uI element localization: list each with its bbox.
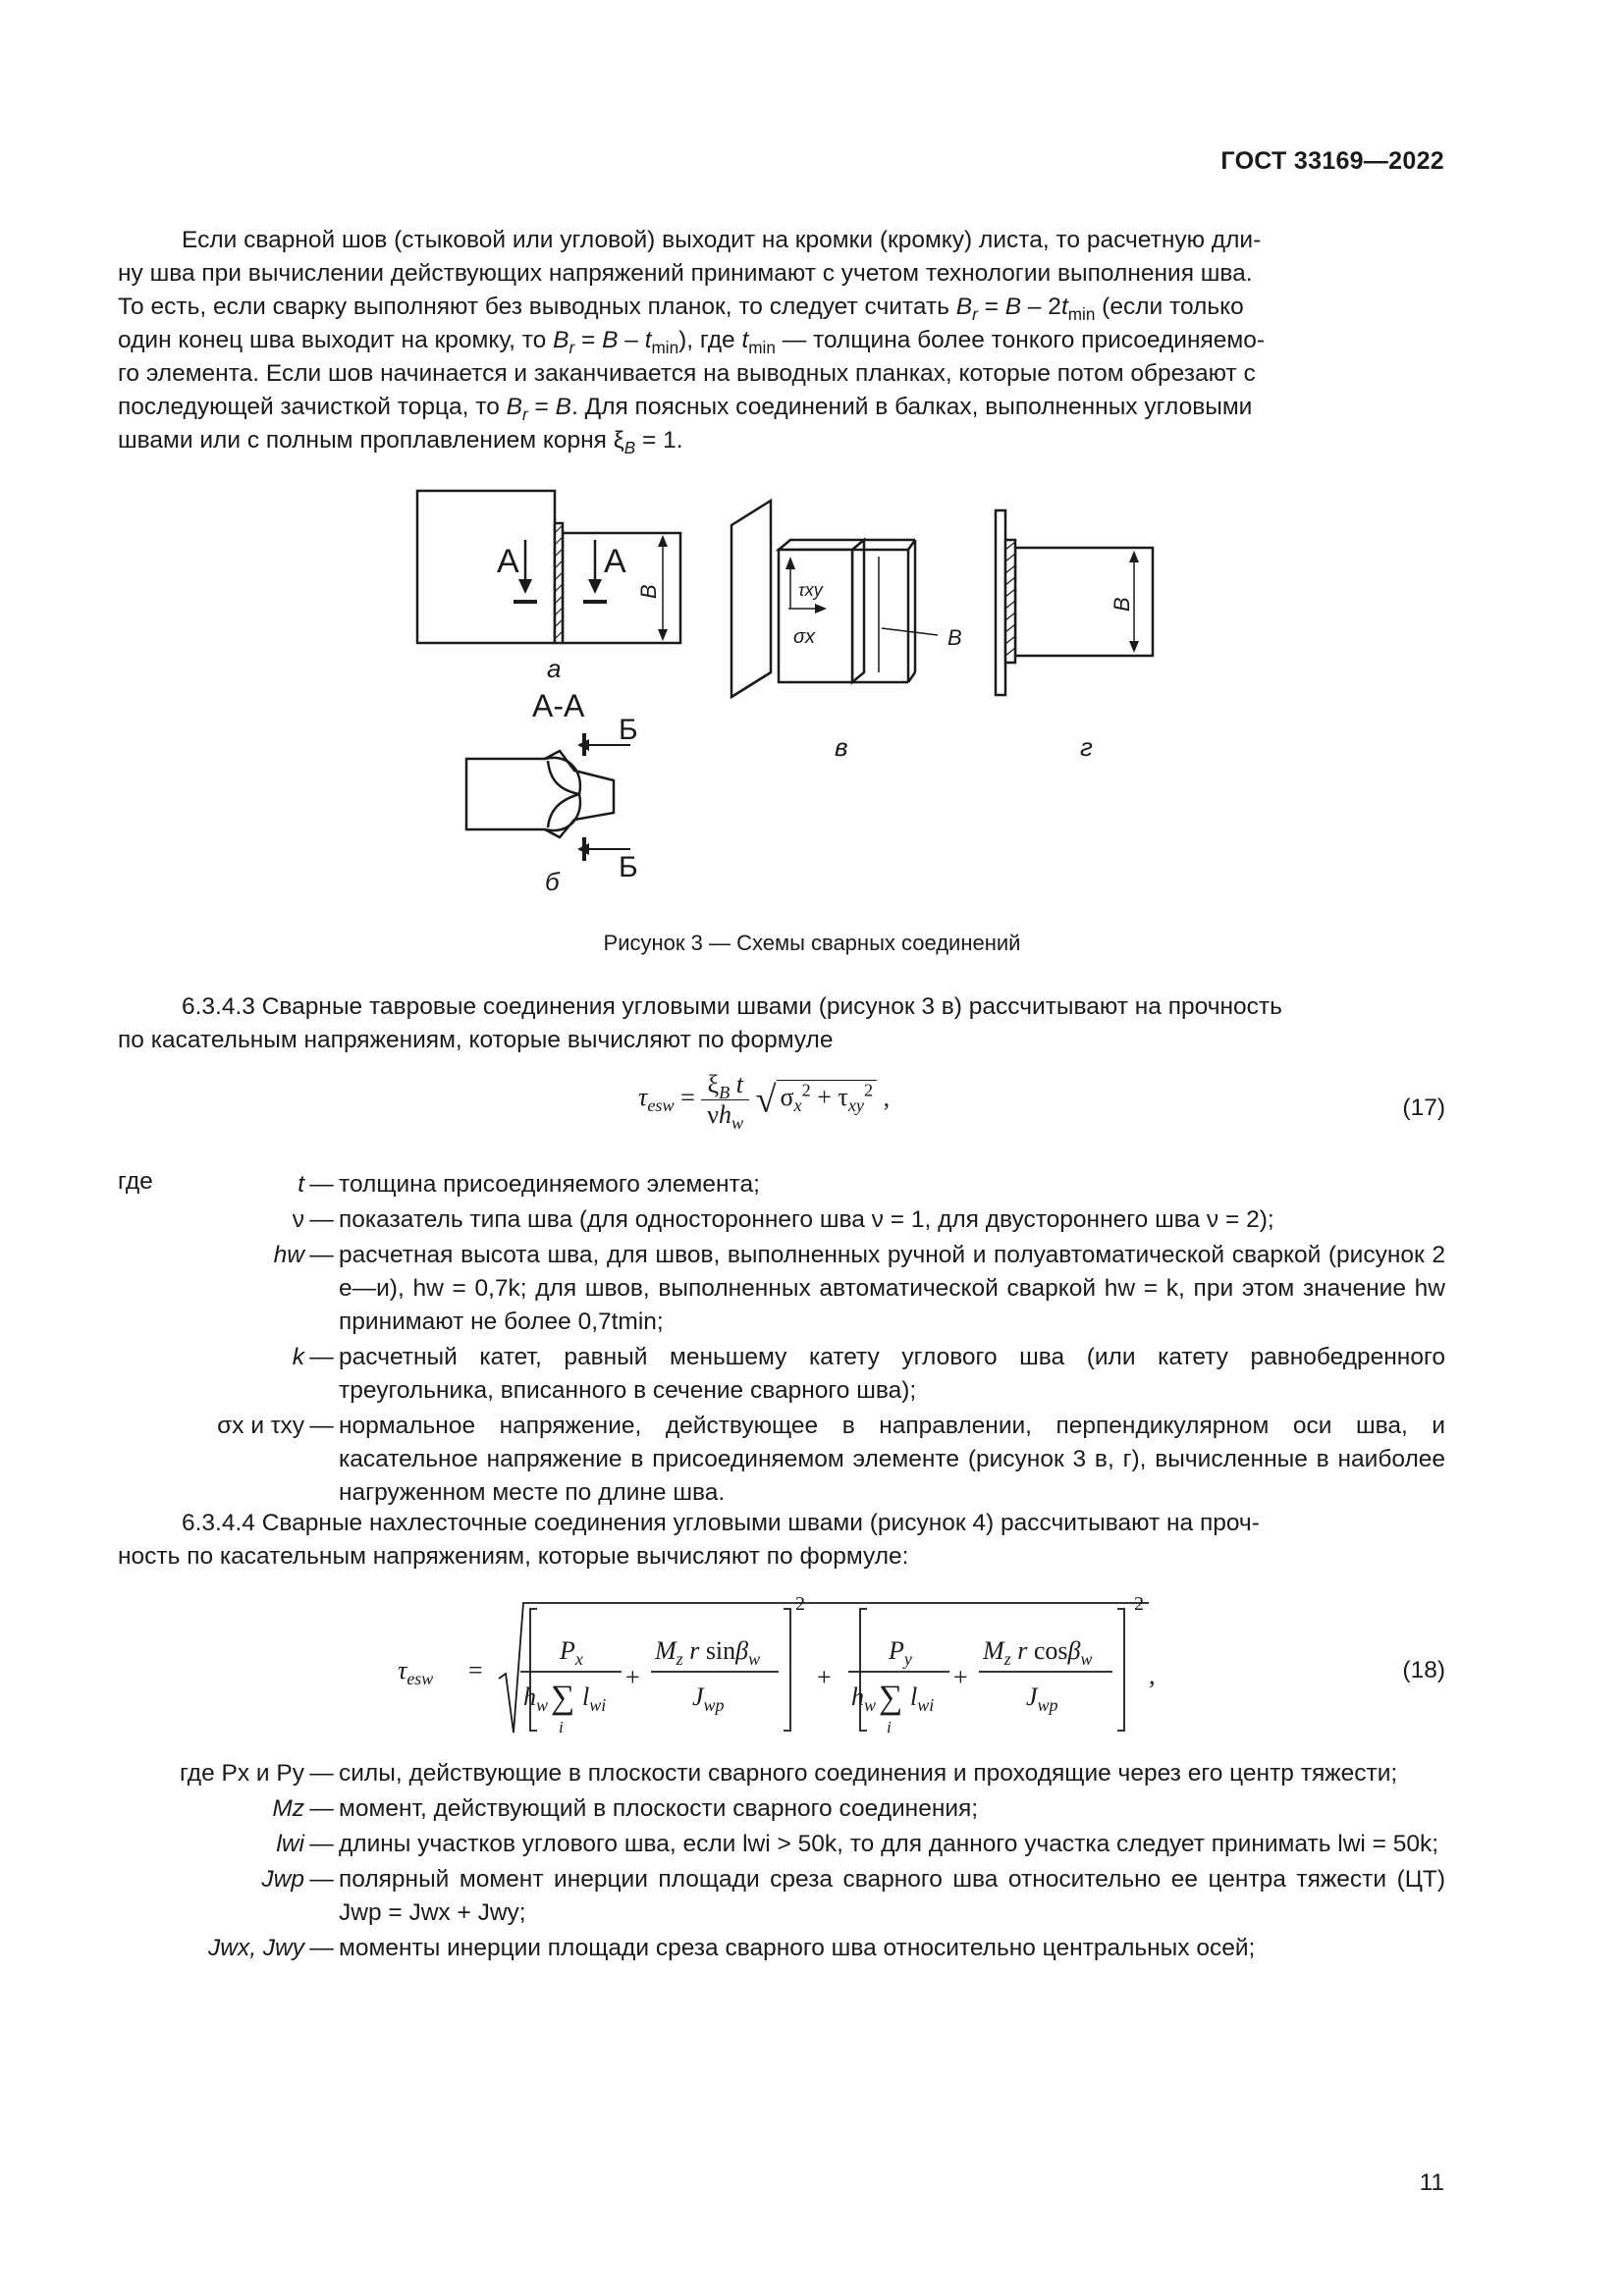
definition-symbol: lwi — [276, 1831, 304, 1857]
where-label: где — [118, 1168, 153, 1195]
definition-text: силы, действующие в плоскости сварного соединения и проходящие через его центр тяжести; — [339, 1760, 1398, 1787]
formula-18-svg — [398, 1595, 1164, 1737]
svg-text:lwi: $l_{wi}$ — [582, 1682, 607, 1715]
definition-text: нормальное напряжение, действующее в направлении, перпендикулярном оси шва, и касательное напряжение в присоединяемом элементе (рисунок 3 в, г), вычисленные в наиболее нагруженном месте по длине шва. — [339, 1413, 1445, 1506]
section-title-aa: А-А — [532, 688, 585, 723]
section-line: по касательным напряжениям, которые вычисляют по формуле — [118, 1027, 834, 1053]
label-tau-xy: τxy — [798, 580, 823, 600]
definition-item: lwi — длины участков углового шва, если lwi > 50k, то для данного участка следует принимать lwi = 50k; — [118, 1828, 1445, 1861]
caption-a: а — [547, 654, 562, 683]
svg-text:+: + — [625, 1663, 640, 1691]
intro-paragraph — [118, 224, 1445, 457]
intro-line: последующей зачисткой торца, то $B_r = B$. Для поясных соединений в балках, выполненных угловыми — [118, 394, 1253, 424]
label-a-right: А — [604, 543, 626, 580]
diagram-v — [731, 501, 938, 697]
svg-text:τesw: $\tau_{esw}$ — [398, 1656, 434, 1688]
section-6344 — [118, 1507, 1445, 1574]
definition-text: расчетная высота шва, для швов, выполненных ручной и полуавтоматической сваркой (рисунок 2 е—и), hw = 0,7k; для швов, выполненных автоматической сваркой hw = k, при этом значение hw принимают не более 0,7tmin; — [339, 1242, 1445, 1335]
figure-caption: Рисунок 3 — Схемы сварных соединений — [603, 931, 1021, 955]
caption-g: г — [1080, 732, 1093, 762]
label-a-left: А — [497, 543, 519, 580]
intro-line: То есть, если сварку выполняют без выводных планок, то следует считать $B_r = B - 2t_{min}$ (если только — [118, 294, 1244, 324]
definition-symbol: Jwp — [261, 1866, 304, 1893]
svg-text:,: , — [1149, 1661, 1156, 1689]
caption-v: в — [835, 732, 848, 762]
equation-number-17: (17) — [1402, 1095, 1445, 1121]
svg-text:∑: ∑ — [879, 1680, 903, 1716]
definition-symbol: Mz — [272, 1795, 304, 1822]
label-sigma-x: σx — [793, 626, 816, 648]
equation-number-18: (18) — [1402, 1657, 1445, 1683]
svg-text:Px: $P_x$ — [560, 1636, 583, 1669]
definition-text: показатель типа шва (для одностороннего шва ν = 1, для двустороннего шва ν = 2); — [339, 1206, 1274, 1233]
definition-item: где Px и Py — силы, действующие в плоскости сварного соединения и проходящие через его центр тяжести; — [118, 1757, 1445, 1790]
definition-item: Jwp — полярный момент инерции площади среза сварного шва относительно ее центра тяжести (ЦТ) Jwp = Jwx + Jwy; — [118, 1863, 1445, 1930]
svg-text:hw: $h_w$ — [851, 1682, 877, 1715]
definition-text: момент, действующий в плоскости сварного соединения; — [339, 1795, 979, 1822]
svg-text:hw: $h_w$ — [523, 1682, 549, 1715]
definition-symbol: ν — [292, 1206, 304, 1233]
page-number: 11 — [1419, 2169, 1444, 2196]
definition-text: расчетный катет, равный меньшему катету углового шва (или катету равнобедренного треугольника, вписанного в сечение сварного шва); — [339, 1344, 1445, 1404]
svg-text:lwi: $l_{wi}$ — [910, 1682, 935, 1715]
definition-symbol: σx и τxy — [217, 1413, 304, 1439]
svg-text:i: i — [559, 1718, 564, 1736]
fraction: $\frac{\xi_B t}{\nu h_w}$ — [701, 1070, 749, 1130]
svg-text:Mz r cosβw: $M_z$ r cosβ$_w$ — [983, 1636, 1093, 1669]
section-line: ность по касательным напряжениям, которые вычисляют по формуле: — [118, 1543, 909, 1570]
definition-symbol: hw — [273, 1242, 304, 1268]
definition-item: σx и τxy — нормальное напряжение, действующее в направлении, перпендикулярном оси шва, и касательное напряжение в присоединяемом элементе (рисунок 3 в, г), вычисленные в наиболее нагруженном месте по длине шва. — [118, 1410, 1445, 1510]
definition-text: полярный момент инерции площади среза сварного шва относительно ее центра тяжести (ЦТ) Jwp = Jwx + Jwy; — [339, 1866, 1445, 1926]
svg-text:+: + — [953, 1663, 968, 1691]
caption-b: б — [545, 867, 560, 896]
svg-text:+: + — [817, 1663, 832, 1691]
svg-text:i: i — [887, 1718, 892, 1736]
section-line: 6.3.4.3 Сварные тавровые соединения угловыми швами (рисунок 3 в) рассчитывают на прочность — [182, 993, 1282, 1020]
svg-text:Mz r sinβw: $M_z$ r sinβ$_w$ — [655, 1636, 761, 1669]
definition-symbol: Jwx, Jwy — [208, 1935, 304, 1961]
formula-17: $\tau_{esw}$ = $\frac{\xi_B t}{\nu h_w}$ √ $\sigma_x^2 + \tau_{xy}^2$ , — [638, 1070, 891, 1134]
section-6343 — [118, 990, 1445, 1057]
label-width-a: B — [636, 584, 661, 599]
svg-text:=: = — [468, 1656, 483, 1684]
intro-line: ну шва при вычислении действующих напряжений принимают с учетом технологии выполнения шва. — [118, 260, 1253, 287]
svg-text:2: 2 — [795, 1595, 805, 1615]
intro-line: один конец шва выходит на кромку, то $B_r = B - t_{min}$), где $t_{min}$ — толщина более тонкого присоединяемо- — [118, 327, 1266, 357]
svg-text:Jwp: $J_{wp}$ — [692, 1682, 725, 1715]
svg-text:2: 2 — [1134, 1595, 1144, 1615]
svg-text:Py: $P_y$ — [889, 1636, 912, 1669]
definition-item: t — толщина присоединяемого элемента; — [118, 1168, 1445, 1201]
svg-text:Jwp: $J_{wp}$ — [1026, 1682, 1058, 1715]
section-line: 6.3.4.4 Сварные нахлесточные соединения угловыми швами (рисунок 4) рассчитывают на проч- — [182, 1510, 1260, 1536]
definition-item: hw — расчетная высота шва, для швов, выполненных ручной и полуавтоматической сваркой (рисунок 2 е—и), hw = 0,7k; для швов, выполненных автоматической сваркой hw = k, при этом значение hw принимают не более 0,7tmin; — [118, 1239, 1445, 1339]
diagram-a — [417, 491, 680, 643]
diagram-b — [466, 733, 630, 861]
definition-text: моменты инерции площади среза сварного шва относительно центральных осей; — [339, 1935, 1256, 1961]
definition-symbol: где Px и Py — [179, 1760, 304, 1787]
definition-text: длины участков углового шва, если lwi > 50k, то для данного участка следует принимать lwi = 50k; — [339, 1831, 1439, 1857]
figure-3-weld-schemes — [403, 486, 1168, 908]
label-width-g: B — [1110, 597, 1134, 612]
label-b-bottom: Б — [619, 851, 638, 883]
formula-18 — [398, 1595, 1164, 1737]
definition-symbol: t — [298, 1171, 304, 1198]
label-b-top: Б — [619, 714, 638, 746]
svg-text:∑: ∑ — [551, 1680, 575, 1716]
intro-line: Если сварной шов (стыковой или угловой) выходит на кромки (кромку) листа, то расчетную дли- — [182, 227, 1262, 253]
definitions-18 — [118, 1757, 1445, 1967]
definition-item: Jwx, Jwy — моменты инерции площади среза сварного шва относительно центральных осей; — [118, 1932, 1445, 1965]
intro-line: швами или с полным проплавлением корня $\xi_B = 1$. — [118, 427, 683, 457]
definition-text: толщина присоединяемого элемента; — [339, 1171, 760, 1198]
document-header: ГОСТ 33169—2022 — [1220, 147, 1444, 175]
definition-symbol: k — [292, 1344, 304, 1370]
definitions-17 — [118, 1168, 1445, 1512]
definition-item: k — расчетный катет, равный меньшему катету углового шва (или катету равнобедренного треугольника, вписанного в сечение сварного шва); — [118, 1341, 1445, 1408]
intro-line: го элемента. Если шов начинается и заканчивается на выводных планках, которые потом обрезают с — [118, 360, 1256, 387]
definition-item: Mz — момент, действующий в плоскости сварного соединения; — [118, 1792, 1445, 1826]
definition-item: ν — показатель типа шва (для одностороннего шва ν = 1, для двустороннего шва ν = 2); — [118, 1203, 1445, 1237]
label-width-v: B — [947, 625, 962, 650]
